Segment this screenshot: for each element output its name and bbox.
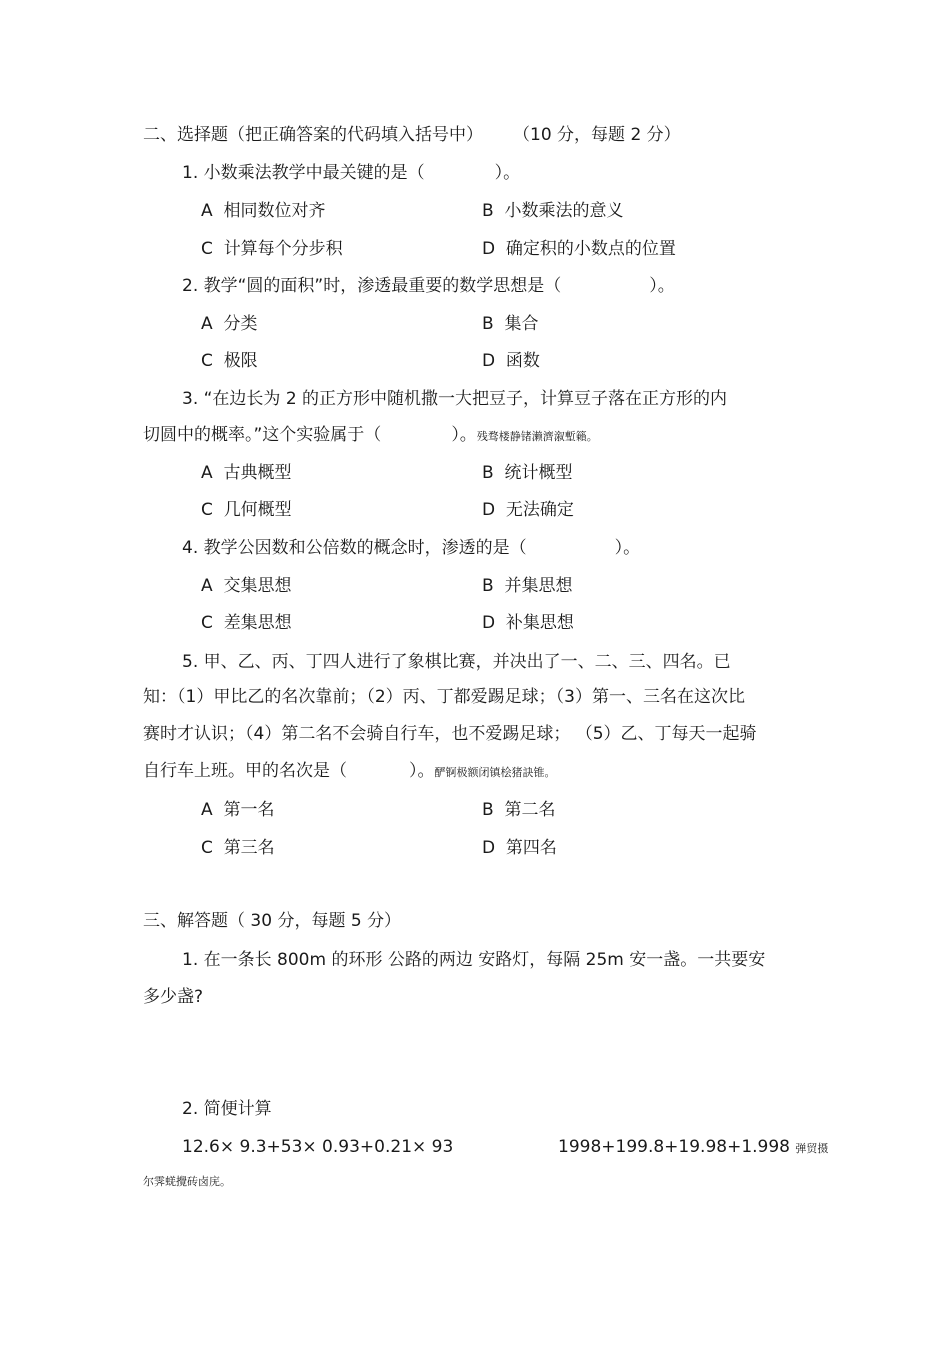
question-4-end: ）。 <box>614 538 641 558</box>
garbled-noise-text: 残骛楼静锗濑濟溆塹籟。 <box>476 430 598 443</box>
garbled-noise-text: 弹贸摄 <box>795 1142 829 1155</box>
calculation-expression-2-row <box>558 1137 828 1159</box>
section-2-score: （10 分，每题 2 分） <box>513 125 681 145</box>
section-3-question-1-line1: 1. 在一条长 800m 的环形 公路的两边 安路灯，每隔 25m 安一盏。一共要安 <box>182 950 766 970</box>
option-5A: A 第一名 <box>201 800 275 820</box>
option-4B: B 并集思想 <box>482 576 573 596</box>
question-5-text: 自行车上班。甲的名次是（ <box>143 761 347 781</box>
question-1-text: 1. 小数乘法教学中最关键的是（ <box>182 163 425 183</box>
calculation-expression-1: 12.6× 9.3+53× 0.93+0.21× 93 <box>182 1137 454 1157</box>
question-5-stem-line1: 5. 甲、乙、丙、丁四人进行了象棋比赛，并决出了一、二、三、四名。已 <box>182 652 731 672</box>
question-5-stem-line4 <box>143 761 556 783</box>
garbled-noise-text: 酽锕极额闭镇桧猪訣锥。 <box>434 766 556 779</box>
option-3D: D 无法确定 <box>482 500 574 520</box>
garbled-noise-text-2: 尔霁蜣攪砖卤庑。 <box>143 1175 231 1188</box>
section-2-title: 二、选择题（把正确答案的代码填入括号中） <box>143 125 483 145</box>
option-1D: D 确定积的小数点的位置 <box>482 239 676 259</box>
option-1C: C 计算每个分步积 <box>201 239 343 259</box>
calculation-expression-2: 1998+199.8+19.98+1.998 <box>558 1137 790 1157</box>
question-2-stem <box>182 276 675 296</box>
question-2-text: 2. 教学“圆的面积”时，渗透最重要的数学思想是（ <box>182 276 562 296</box>
option-3B: B 统计概型 <box>482 463 573 483</box>
option-2C: C 极限 <box>201 351 258 371</box>
option-1A: A 相同数位对齐 <box>201 201 326 221</box>
option-1B: B 小数乘法的意义 <box>482 201 624 221</box>
option-3A: A 古典概型 <box>201 463 292 483</box>
question-3-stem-line2 <box>143 425 598 447</box>
option-5D: D 第四名 <box>482 838 557 858</box>
option-5C: C 第三名 <box>201 838 275 858</box>
section-3-question-2-title: 2. 简便计算 <box>182 1099 272 1119</box>
option-2B: B 集合 <box>482 314 539 334</box>
question-2-end: ）。 <box>649 276 675 296</box>
option-5B: B 第二名 <box>482 800 556 820</box>
section-3-question-1-line2: 多少盏? <box>143 987 204 1007</box>
question-5-stem-line2: 知：（1）甲比乙的名次靠前；（2）丙、丁都爱踢足球；（3）第一、三名在这次比 <box>143 687 745 707</box>
question-4-stem <box>182 538 640 558</box>
question-5-stem-line3: 赛时才认识；（4）第二名不会骑自行车，也不爱踢足球； （5）乙、丁每天一起骑 <box>143 724 757 744</box>
option-4C: C 差集思想 <box>201 613 292 633</box>
option-4A: A 交集思想 <box>201 576 292 596</box>
question-4-text: 4. 教学公因数和公倍数的概念时，渗透的是（ <box>182 538 527 558</box>
question-3-stem-line1: 3. “在边长为 2 的正方形中随机撒一大把豆子，计算豆子落在正方形的内 <box>182 389 728 409</box>
section-3-header: 三、解答题（ 30 分，每题 5 分） <box>143 911 402 931</box>
question-3-end: ）。 <box>451 425 477 445</box>
option-2D: D 函数 <box>482 351 540 371</box>
section-2-header <box>143 125 681 145</box>
question-1-stem <box>182 163 520 183</box>
option-3C: C 几何概型 <box>201 500 292 520</box>
question-3-text: 切圆中的概率。”这个实验属于（ <box>143 425 382 445</box>
option-2A: A 分类 <box>201 314 258 334</box>
question-1-end: ）。 <box>494 163 521 183</box>
question-5-end: ）。 <box>409 761 435 781</box>
option-4D: D 补集思想 <box>482 613 574 633</box>
